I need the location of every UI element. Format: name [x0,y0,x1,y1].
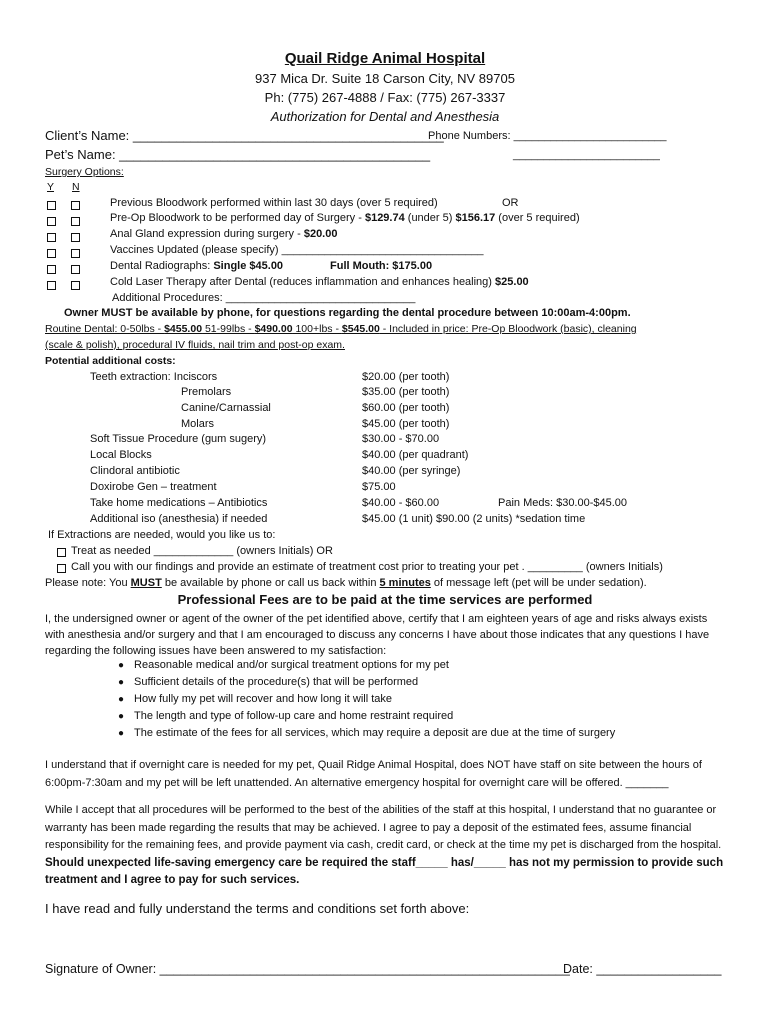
option-6-yes-checkbox[interactable] [47,277,56,295]
cost-label: Local Blocks [90,449,152,461]
fees-heading: Professional Fees are to be paid at the time services are performed [177,592,593,607]
cost-label: Molars [181,418,215,430]
list-item: ● How fully my pet will recover and how long it will take [118,693,393,705]
cost-price: $45.00 (per tooth) [362,418,450,430]
certification-paragraph: I, the undersigned owner or agent of the owner of the pet identified above, certify that I am eighteen years of age and risks always exists with anesthesia and/or surgery and that I am encouraged to discuss any concerns I have about those indicates that any questions I have regarding the following issues have been answered to my satisfaction: [45,613,710,657]
cost-price: $60.00 (per tooth) [362,402,450,414]
yes-column-label: Y [47,181,55,193]
call-estimate-label: Call you with our findings and provide an estimate of treatment cost prior to treating your pet . _________ (owners Initials) [71,561,663,573]
cost-price: $40.00 (per syringe) [362,465,461,477]
cost-label: Clindoral antibiotic [90,465,180,477]
option-preop-bloodwork: Pre-Op Bloodwork to be performed day of Surgery - $129.74 (under 5) $156.17 (over 5 required) [110,212,580,224]
list-item: ● Sufficient details of the procedure(s) that will be performed [118,676,419,688]
cost-price: $45.00 (1 unit) $90.00 (2 units) *sedation time [362,513,586,525]
option-dental-radiographs: Dental Radiographs: Single $45.00 [110,260,284,272]
option-anal-gland: Anal Gland expression during surgery - $20.00 [110,228,338,240]
extractions-intro: If Extractions are needed, would you like us to: [48,529,276,541]
pet-name-field[interactable]: Pet’s Name: ___________________________________________ [45,147,431,162]
option-previous-bloodwork: Previous Bloodwork performed within last 30 days (over 5 required) [110,197,438,209]
read-statement: I have read and fully understand the terms and conditions set forth above: [45,901,470,916]
list-item: ● Reasonable medical and/or surgical treatment options for my pet [118,659,449,671]
cost-label: Doxirobe Gen – treatment [90,481,217,493]
no-column-label: N [72,181,80,193]
phone-numbers-field[interactable]: Phone Numbers: _________________________ [428,130,667,142]
cost-price: $35.00 (per tooth) [362,386,450,398]
list-item: ● The estimate of the fees for all services, which may require a deposit are due at the time of surgery [118,727,616,739]
option-vaccines[interactable]: Vaccines Updated (please specify) _________________________________ [110,244,484,256]
page-title: Quail Ridge Animal Hospital [284,50,486,67]
phone-numbers-field-2[interactable]: ________________________ [513,149,660,161]
option-6-no-checkbox[interactable] [71,277,80,295]
cost-price: $40.00 - $60.00 [362,497,440,509]
additional-procedures-field[interactable]: Additional Procedures: _______________________________ [112,292,416,304]
cost-label: Additional iso (anesthesia) if needed [90,513,268,525]
cost-label: Teeth extraction: Inciscors [90,371,218,383]
option-full-mouth: Full Mouth: $175.00 [330,260,433,272]
surgery-options-heading: Surgery Options: [45,166,124,178]
option-cold-laser: Cold Laser Therapy after Dental (reduces inflammation and enhances healing) $25.00 [110,276,529,288]
cost-label: Soft Tissue Procedure (gum sugery) [90,433,267,445]
routine-dental-line-2: (scale & polish), procedural IV fluids, nail trim and post-op exam. [45,339,345,351]
form-subtitle: Authorization for Dental and Anesthesia [270,109,500,124]
date-field[interactable]: Date: __________________ [563,962,722,976]
routine-dental-line-1: Routine Dental: 0-50lbs - $455.00 51-99lbs - $490.00 100+lbs - $545.00 - Included in price: Pre-Op Bloodwork (basic), cleaning [45,323,637,335]
cost-price: $40.00 (per quadrant) [362,449,469,461]
cost-price: $20.00 (per tooth) [362,371,450,383]
cost-label: Take home medications – Antibiotics [90,497,268,509]
client-name-field[interactable]: Client’s Name: ___________________________________________ [45,128,444,143]
signature-field[interactable]: Signature of Owner: ___________________________________________________________ [45,962,570,976]
additional-costs-heading: Potential additional costs: [45,355,176,367]
overnight-paragraph: I understand that if overnight care is needed for my pet, Quail Ridge Animal Hospital, does NOT have staff on site between the hours of 6:00pm-7:30am and my pet will be left unattended. An alternative emergency hospital for overnight care will be offered. _______ [45,759,702,789]
pain-meds-price: Pain Meds: $30.00-$45.00 [498,497,628,509]
availability-note: Please note: You MUST be available by phone or call us back within 5 minutes of message left (pet will be under sedation). [45,577,647,589]
cost-label: Canine/Carnassial [181,402,271,414]
cost-price: $75.00 [362,481,396,493]
call-estimate-checkbox[interactable] [57,560,66,578]
phone-fax: Ph: (775) 267-4888 / Fax: (775) 267-3337 [264,90,506,105]
treat-as-needed-label: Treat as needed _____________ (owners Initials) OR [71,545,333,557]
option-or: OR [502,197,519,209]
list-item: ● The length and type of follow-up care and home restraint required [118,710,454,722]
cost-price: $30.00 - $70.00 [362,433,440,445]
cost-label: Premolars [181,386,232,398]
address: 937 Mica Dr. Suite 18 Carson City, NV 89705 [255,71,515,86]
accept-paragraph: While I accept that all procedures will be performed to the best of the abilities of the staff at this hospital, I understand that no guarantee or warranty has been made regarding the results that may be achieved. I agree to pay a deposit of the estimated fees, assume financial responsibility for the remaining fees, and provide payment via cash, credit card, or check at the time my pet is discharged from the hospital. Should unexpected life-saving emergency care be required the staff_____ has/_____ has not my permission to provide such treatment and I agree to pay for such services. [45,804,724,886]
owner-phone-notice: Owner MUST be available by phone, for questions regarding the dental procedure between 10:00am-4:00pm. [64,307,631,319]
